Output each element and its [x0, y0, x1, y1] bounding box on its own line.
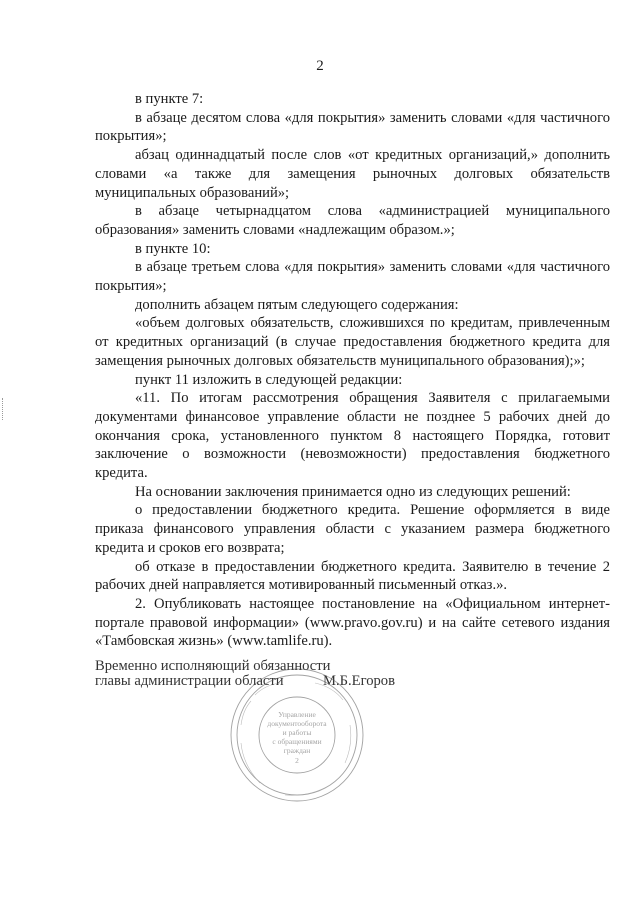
paragraph: «11. По итогам рассмотрения обращения Заявителя с прилагаемыми документами финансовое управление области не позднее 5 рабочих дней до окончания срока, установленного пунктом 8 настоящего Порядка, готовит заключение о возможности (невозможности) предоставления бюджетного кредита.: [95, 390, 610, 482]
stamp-ring-lettering: [241, 701, 251, 725]
signatory-name: М.Б.Егоров: [323, 673, 395, 689]
stamp-text: с обращениями: [272, 737, 322, 746]
stamp-text: и работы: [282, 728, 312, 737]
page-number: 2: [316, 58, 324, 74]
stamp-ring-lettering: [285, 785, 330, 795]
paragraph: в абзаце третьем слова «для покрытия» заменить словами «для частичного покрытия»;: [95, 259, 610, 295]
paragraph: в пункте 10:: [135, 240, 211, 257]
stamp-text: документооборота: [267, 719, 327, 728]
paragraph: о предоставлении бюджетного кредита. Решение оформляется в виде приказа финансового управления области с указанием размера бюджетного кредита и сроков его возврата;: [95, 502, 610, 556]
stamp-text: Управление: [278, 710, 316, 719]
paragraph: пункт 11 изложить в следующей редакции:: [135, 371, 403, 388]
stamp-text: граждан: [283, 746, 311, 755]
document-body: [95, 90, 610, 651]
paragraph: дополнить абзацем пятым следующего содержания:: [135, 296, 459, 313]
paragraph: На основании заключения принимается одно из следующих решений:: [135, 483, 571, 500]
margin-mark: [2, 398, 6, 420]
official-stamp: [225, 665, 370, 805]
paragraph: в абзаце десятом слова «для покрытия» заменить словами «для частичного покрытия»;: [95, 109, 610, 145]
paragraph: в абзаце четырнадцатом слова «администрацией муниципального образования» заменить словами «надлежащим образом.»;: [95, 203, 610, 238]
paragraph: абзац одиннадцатый после слов «от кредитных организаций,» дополнить словами «а также для замещения рыночных долговых обязательств муниципальных образований»;: [95, 147, 610, 201]
signatory-position-line1: Временно исполняющий обязанности: [95, 658, 331, 674]
paragraph: в пункте 7:: [135, 91, 204, 107]
stamp-number: 2: [295, 756, 299, 765]
paragraph: «объем долговых обязательств, сложившихся по кредитам, привлеченным от кредитных организаций (в случае предоставления бюджетного кредита для замещения рыночных долговых обязательств муниципального образования);»;: [95, 315, 610, 369]
stamp-ring-lettering: [345, 725, 351, 763]
paragraph: 2. Опубликовать настоящее постановление на «Официальном интернет-портале правовой информации» (www.pravo.gov.ru) и на сайте сетевого издания «Тамбовская жизнь» (www.tamlife.ru).: [95, 595, 610, 650]
paragraph: об отказе в предоставлении бюджетного кредита. Заявителю в течение 2 рабочих дней направляется мотивированный письменный отказ.».: [95, 558, 610, 594]
signatory-position-line2: главы администрации области: [95, 673, 284, 689]
